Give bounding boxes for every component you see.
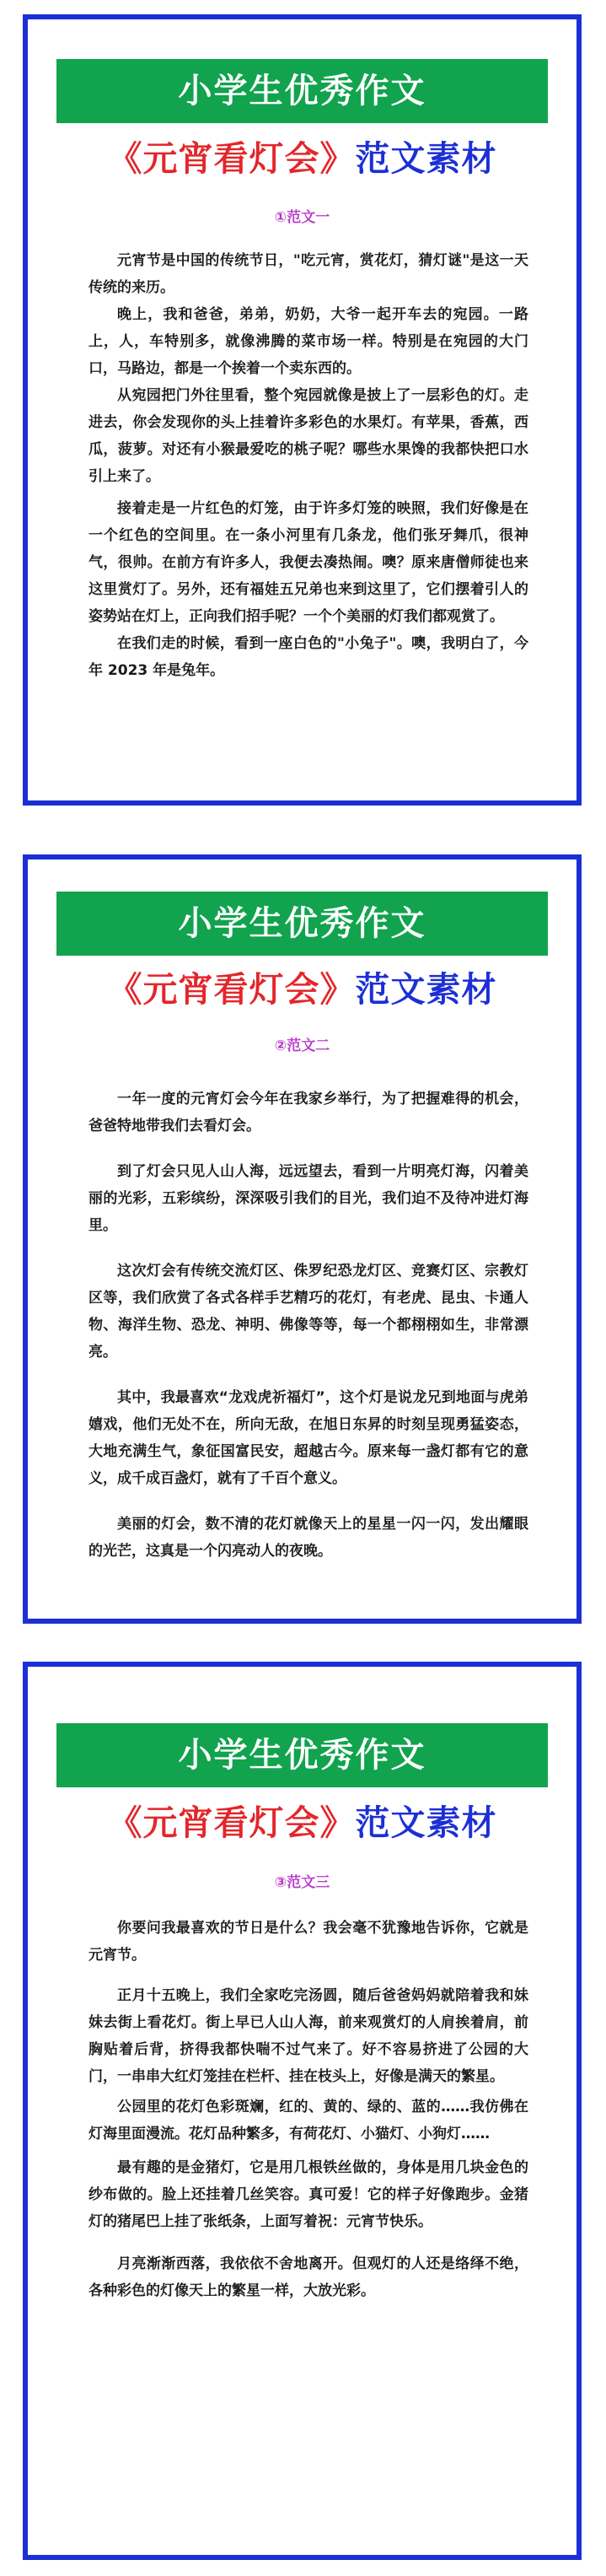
paragraph: 从宛园把门外往里看，整个宛园就像是披上了一层彩色的灯。走进去，你会发现你的头上挂着许多彩色的水果灯。有苹果，香蕉，西瓜，菠萝。对还有小猴最爱吃的桃子呢？哪些水果馋的我都快把口水引上来了。: [88, 387, 528, 485]
essay-title: [28, 1797, 577, 1848]
essay-body: [88, 1915, 528, 2304]
paragraph: 美丽的灯会，数不清的花灯就像天上的星星一闪一闪，发出耀眼的光芒，这真是一个闪亮动人的夜晚。: [88, 1516, 528, 1560]
title-blue: 范文素材: [355, 969, 497, 1010]
essay-label: ②范文二: [274, 1037, 330, 1054]
essay-label: ③范文三: [274, 1874, 330, 1891]
essay-card-3: [23, 1662, 582, 2560]
paragraph: 接着走是一片红色的灯笼，由于许多灯笼的映照，我们好像是在一个红色的空间里。在一条小河里有几条龙，他们张牙舞爪，很神气，很帅。在前方有许多人，我便去凑热闹。噢？原来唐僧师徒也来这里赏灯了。另外，还有福娃五兄弟也来到这里了，它们摆着引人的姿势站在灯上，正向我们招手呢？一个个美丽的灯我们都观赏了。: [88, 500, 528, 625]
title-red: 《元宵看灯会》: [107, 969, 356, 1010]
paragraph: 你要问我最喜欢的节日是什么？我会毫不犹豫地告诉你，它就是元宵节。: [88, 1920, 528, 1964]
essay-body: [88, 247, 528, 684]
paragraph: 公园里的花灯色彩斑斓，红的、黄的、绿的、蓝的……我仿佛在灯海里面漫流。花灯品种繁多，有荷花灯、小猫灯、小狗灯……: [88, 2099, 528, 2142]
paragraph: 到了灯会只见人山人海，远远望去，看到一片明亮灯海，闪着美丽的光彩，五彩缤纷，深深吸引我们的目光，我们迫不及待冲进灯海里。: [88, 1163, 528, 1234]
paragraph: 元宵节是中国的传统节日，"吃元宵，赏花灯，猜灯谜"是这一天传统的来历。: [88, 252, 528, 296]
paragraph: 这次灯会有传统交流灯区、侏罗纪恐龙灯区、竞赛灯区、宗教灯区等，我们欣赏了各式各样手艺精巧的花灯，有老虎、昆虫、卡通人物、海洋生物、恐龙、神明、佛像等等，每一个都栩栩如生，非常漂亮。: [88, 1263, 528, 1361]
essay-title: [28, 133, 577, 184]
essay-title: [28, 964, 577, 1015]
title-blue: 范文素材: [355, 1803, 497, 1843]
essay-label: ①范文一: [274, 209, 330, 226]
essay-body: [88, 1086, 528, 1565]
paragraph: 在我们走的时候，看到一座白色的"小兔子"。噢，我明白了，今年 2023 年是兔年。: [88, 635, 528, 679]
title-blue: 范文素材: [355, 138, 497, 179]
banner: 小学生优秀作文: [56, 1723, 548, 1787]
paragraph: 一年一度的元宵灯会今年在我家乡举行，为了把握难得的机会，爸爸特地带我们去看灯会。: [88, 1091, 528, 1134]
essay-card-2: [23, 854, 582, 1624]
paragraph: 正月十五晚上，我们全家吃完汤圆，随后爸爸妈妈就陪着我和妹妹去街上看花灯。街上早已人山人海，前来观赏灯的人肩挨着肩，前胸贴着后背，挤得我都快喘不过气来了。好不容易挤进了公园的大门，一串串大红灯笼挂在栏杆、挂在枝头上，好像是满天的繁星。: [88, 1987, 528, 2085]
paragraph: 晚上，我和爸爸，弟弟，奶奶，大爷一起开车去的宛园。一路上，人，车特别多，就像沸腾的菜市场一样。特别是在宛园的大门口，马路边，都是一个挨着一个卖东西的。: [88, 306, 528, 377]
paragraph: 其中，我最喜欢“龙戏虎祈福灯”，这个灯是说龙兄到地面与虎弟嬉戏，他们无处不在，所向无敌，在旭日东昇的时刻呈现勇猛姿态，大地充满生气，象征国富民安，超越古今。原来每一盏灯都有它的意义，成千成百盏灯，就有了千百个意义。: [88, 1389, 528, 1487]
banner: 小学生优秀作文: [56, 892, 548, 956]
banner: 小学生优秀作文: [56, 59, 548, 123]
title-red: 《元宵看灯会》: [107, 138, 356, 179]
title-red: 《元宵看灯会》: [107, 1803, 356, 1843]
paragraph: 最有趣的是金猪灯，它是用几根铁丝做的，身体是用几块金色的纱布做的。脸上还挂着几丝笑容。真可爱！它的样子好像跑步。金猪灯的猪尾巴上挂了张纸条，上面写着祝：元宵节快乐。: [88, 2159, 528, 2230]
paragraph: 月亮渐渐西落，我依依不舍地离开。但观灯的人还是络绎不绝，各种彩色的灯像天上的繁星一样，大放光彩。: [88, 2255, 528, 2299]
essay-card-1: [23, 14, 582, 806]
